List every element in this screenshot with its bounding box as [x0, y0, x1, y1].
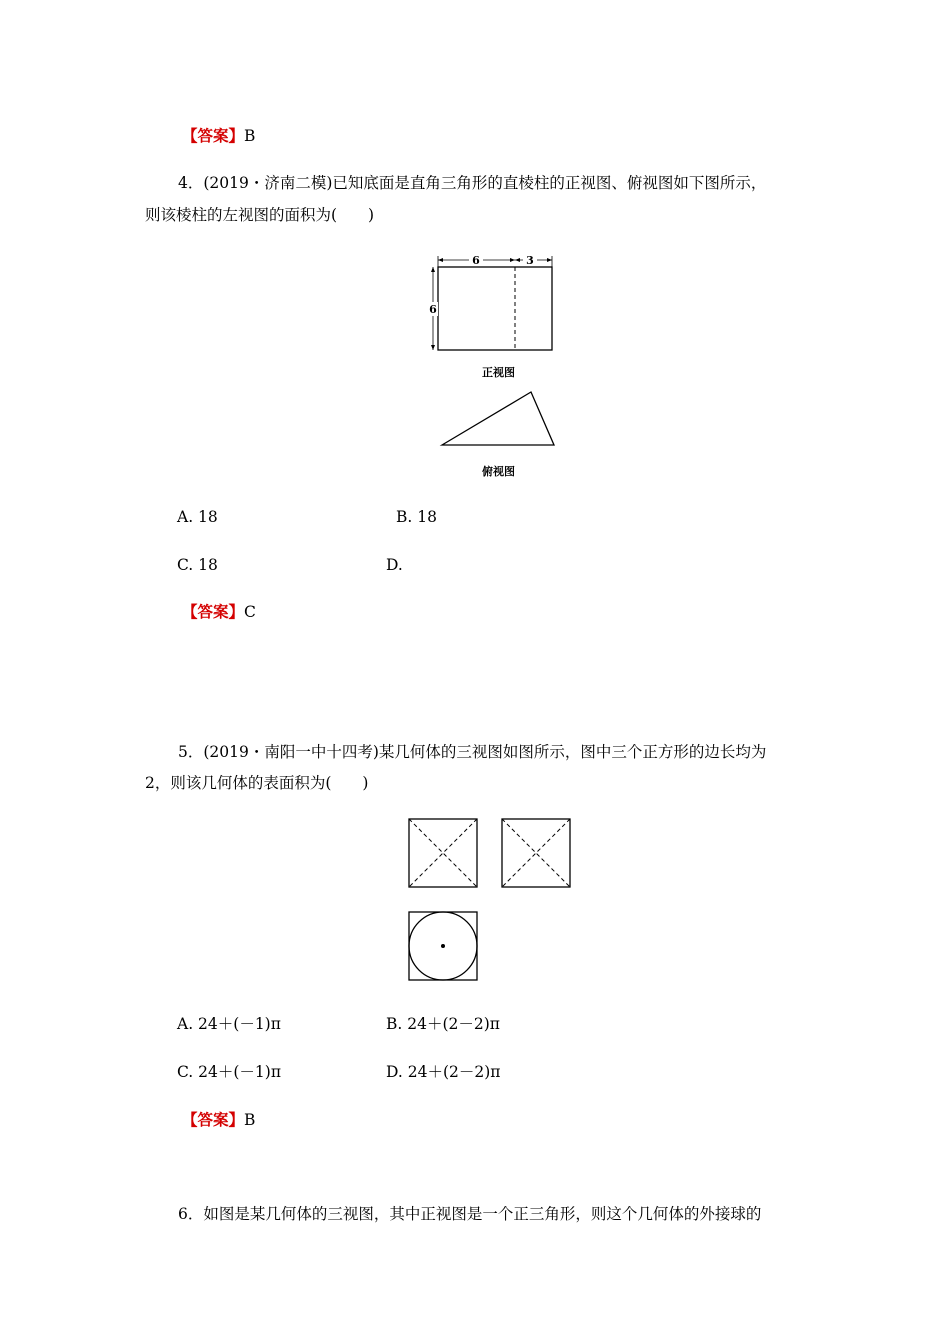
q5-option-c: C. 24＋(－1)π	[177, 1063, 282, 1081]
q4-option-a: A. 18	[177, 508, 218, 526]
q4-front-view-figure	[420, 252, 565, 357]
q5-text-line1: 5．(2019・南阳一中十四考)某几何体的三视图如图所示，图中三个正方形的边长均为	[178, 743, 767, 761]
q4-front-view-label: 正视图	[482, 366, 515, 379]
q4-option-d: D.	[386, 556, 403, 574]
q5-option-a: A. 24＋(－1)π	[177, 1015, 281, 1033]
q3-answer-value: B	[244, 127, 256, 145]
q4-dim-height: 6	[429, 303, 437, 316]
q5-answer-value: B	[244, 1111, 256, 1129]
q4-answer-tag: 【答案】	[182, 603, 245, 621]
q4-front-view-rect	[438, 267, 552, 350]
q4-option-b: B. 18	[396, 508, 437, 526]
q5-side-view-figure	[499, 816, 574, 891]
q4-text-line1: 4．(2019・济南二模)已知底面是直角三角形的直棱柱的正视图、俯视图如下图所示，	[178, 174, 767, 192]
q5-option-b: B. 24＋(2－2)π	[386, 1015, 500, 1033]
q4-dim-top-left: 6	[472, 254, 480, 267]
q4-answer	[182, 602, 256, 622]
q3-answer-tag: 【答案】	[182, 127, 245, 145]
q4-text-line2: 则该棱柱的左视图的面积为( )	[145, 206, 375, 224]
q4-answer-value: C	[244, 603, 256, 621]
q5-answer-tag: 【答案】	[182, 1111, 245, 1129]
q6-text-line1: 6．如图是某几何体的三视图，其中正视图是一个正三角形，则这个几何体的外接球的	[178, 1205, 762, 1223]
q5-top-view-figure	[406, 909, 481, 984]
q5-answer	[182, 1110, 255, 1130]
q3-answer	[182, 126, 255, 146]
q5-option-d: D. 24＋(2－2)π	[386, 1063, 501, 1081]
q4-top-view-label: 俯视图	[482, 465, 515, 478]
q4-dim-top-right: 3	[526, 254, 534, 267]
q4-top-view-figure	[438, 388, 560, 450]
q4-option-c: C. 18	[177, 556, 218, 574]
q5-front-view-figure	[406, 816, 481, 891]
q4-top-view-triangle	[442, 392, 554, 445]
q5-text-line2: 2，则该几何体的表面积为( )	[145, 774, 369, 792]
